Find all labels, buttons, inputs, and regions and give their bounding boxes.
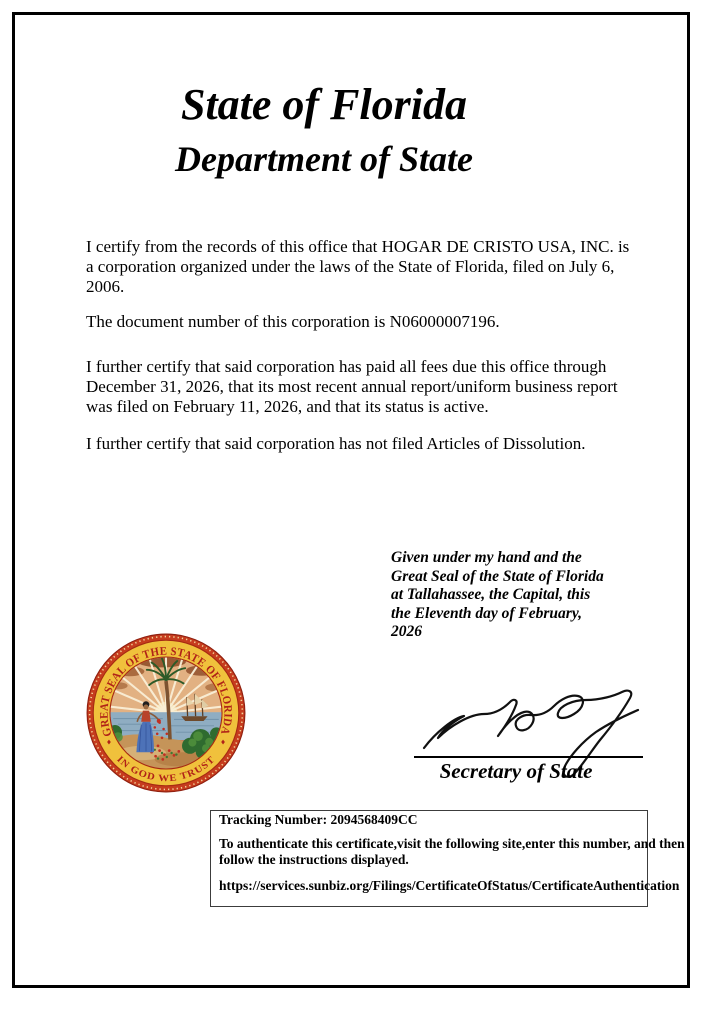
certification-paragraph-1 <box>86 237 629 297</box>
certificate-title: State of Florida <box>180 80 468 129</box>
paragraph-line: December 31, 2026, that its most recent annual report/uniform business report <box>86 377 618 396</box>
paragraph-line: a corporation organized under the laws of the State of Florida, filed on July 6, <box>86 257 615 276</box>
tracking-number: Tracking Number: 2094568409CC <box>219 812 418 827</box>
attestation-line: Great Seal of the State of Florida <box>391 567 604 585</box>
paragraph-line: I further certify that said corporation has not filed Articles of Dissolution. <box>86 434 586 453</box>
tracking-box <box>210 810 685 907</box>
attestation-line: 2026 <box>391 623 422 640</box>
attestation-line: Given under my hand and the <box>391 549 582 566</box>
paragraph-line: I further certify that said corporation has paid all fees due this office through <box>86 357 607 376</box>
tracking-instruction-line: follow the instructions displayed. <box>219 852 409 867</box>
paragraph-line: was filed on February 11, 2026, and that its status is active. <box>86 397 489 416</box>
tracking-url: https://services.sunbiz.org/Filings/CertificateOfStatus/CertificateAuthentication <box>219 878 680 893</box>
seal-motto-text: IN GOD WE TRUST <box>114 754 217 785</box>
paragraph-line: I certify from the records of this office that HOGAR DE CRISTO USA, INC. is <box>86 237 630 256</box>
certificate-subtitle: Department of State <box>175 139 473 179</box>
attestation-line: the Eleventh day of February, <box>391 604 583 622</box>
signature-title: Secretary of State <box>439 759 593 783</box>
tracking-instructions <box>219 836 685 868</box>
certification-paragraph-4 <box>86 434 585 454</box>
certification-paragraph-3 <box>86 357 618 417</box>
florida-great-seal <box>86 633 246 793</box>
signature-rule-line <box>414 756 643 758</box>
paragraph-line: The document number of this corporation is N06000007196. <box>86 312 500 331</box>
paragraph-line: 2006. <box>86 277 125 296</box>
attestation-line: at Tallahassee, the Capital, this <box>391 586 591 603</box>
tracking-instruction-line: To authenticate this certificate,visit the following site,enter this number, and then <box>219 836 685 851</box>
seal-ring-text: GREAT SEAL OF THE STATE OF FLORIDA <box>97 644 235 739</box>
certification-paragraph-2 <box>86 312 500 332</box>
attestation-block <box>391 549 604 642</box>
